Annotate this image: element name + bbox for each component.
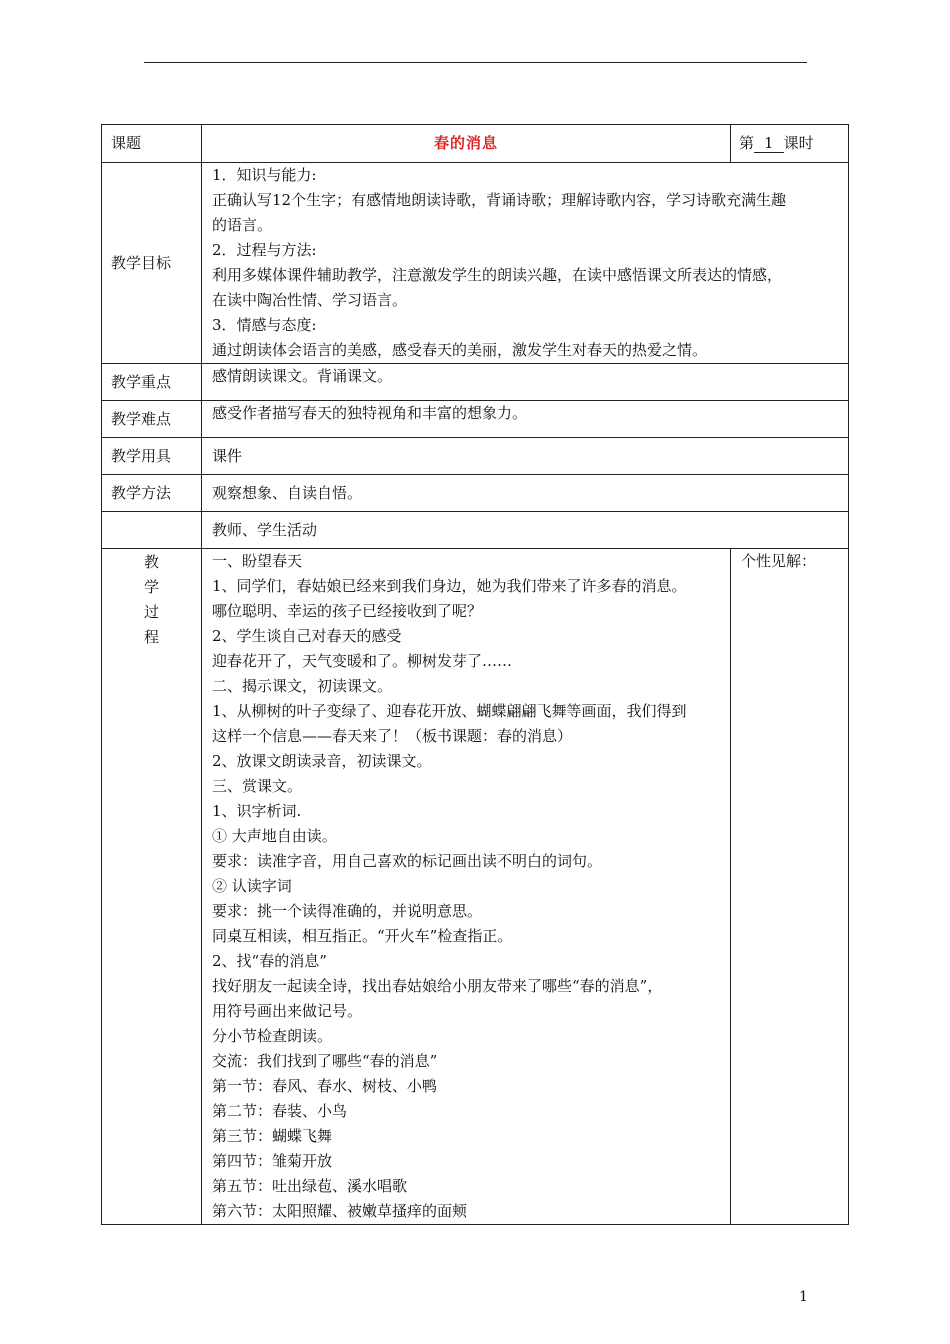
process-line: 交流：我们找到了哪些“春的消息” (212, 1052, 438, 1070)
process-line: 1、从柳树的叶子变绿了、迎春花开放、蝴蝶翩翩飞舞等画面，我们得到 (212, 702, 687, 720)
process-line: 1、识字析词. (212, 802, 302, 820)
process-line: 第四节：雏菊开放 (212, 1152, 333, 1170)
process-content (202, 549, 731, 1225)
goals-row (102, 163, 849, 364)
process-label-char: 过 (143, 603, 159, 621)
lesson-suffix: 课时 (783, 134, 814, 152)
process-line: 1、同学们，春姑娘已经来到我们身边，她为我们带来了许多春的消息。 (212, 577, 687, 595)
process-line: 第五节：吐出绿苞、溪水唱歌 (212, 1177, 408, 1195)
lesson-plan-table (101, 124, 849, 1225)
process-label-char: 程 (143, 628, 159, 646)
tools-row (102, 438, 849, 475)
process-line: 要求：挑一个读得准确的，并说明意思。 (212, 902, 483, 920)
methods-label: 教学方法 (102, 475, 202, 512)
process-line: 第二节：春装、小鸟 (212, 1102, 348, 1120)
process-line: 同桌互相读，相互指正。“开火车”检查指正。 (212, 927, 513, 945)
lesson-title: 春的消息 (202, 125, 731, 163)
process-line: 第一节：春风、春水、树枝、小鸭 (212, 1077, 438, 1095)
process-line: 分小节检查朗读。 (212, 1027, 333, 1045)
process-line: 迎春花开了，天气变暖和了。柳树发芽了…… (212, 652, 513, 670)
activities-header-blank (102, 512, 202, 549)
notes-label: 个性见解： (741, 552, 817, 570)
goals-line: 2．过程与方法: (212, 241, 317, 259)
difficulties-row (102, 401, 849, 438)
topic-row (102, 125, 849, 163)
goals-line: 正确认写12个生字；有感情地朗读诗歌，背诵诗歌；理解诗歌内容，学习诗歌充满生趣 (212, 191, 787, 209)
process-line: 这样一个信息——春天来了！（板书课题：春的消息） (212, 727, 573, 745)
process-line: 一、盼望春天 (212, 552, 303, 570)
goals-line: 通过朗读体会语言的美感，感受春天的美丽，激发学生对春天的热爱之情。 (212, 341, 708, 359)
process-line: 第六节：太阳照耀、被嫩草搔痒的面颊 (212, 1202, 468, 1220)
process-line: ① 大声地自由读。 (212, 827, 337, 845)
topic-label: 课题 (102, 125, 202, 163)
process-line: 2、学生谈自己对春天的感受 (212, 627, 402, 645)
difficulties-text: 感受作者描写春天的独特视角和丰富的想象力。 (202, 401, 849, 438)
process-row (102, 549, 849, 1225)
process-label-char: 学 (143, 578, 159, 596)
goals-line: 3．情感与态度: (212, 316, 317, 334)
process-line: 要求：读准字音，用自己喜欢的标记画出读不明白的词句。 (212, 852, 603, 870)
goals-content (202, 163, 849, 364)
lesson-number-cell (731, 125, 849, 163)
lesson-prefix: 第 (739, 134, 755, 152)
goals-line: 的语言。 (212, 216, 273, 234)
process-line: 哪位聪明、幸运的孩子已经接收到了呢？ (212, 602, 483, 620)
goals-label: 教学目标 (102, 163, 202, 364)
tools-label: 教学用具 (102, 438, 202, 475)
goals-line: 在读中陶冶性情、学习语言。 (212, 291, 408, 309)
key-points-row (102, 364, 849, 401)
activities-header-row (102, 512, 849, 549)
process-label-char: 教 (143, 553, 159, 571)
tools-text: 课件 (202, 438, 849, 475)
methods-row (102, 475, 849, 512)
methods-text: 观察想象、自读自悟。 (202, 475, 849, 512)
process-line: 2、找“春的消息” (212, 952, 327, 970)
process-line: 第三节：蝴蝶飞舞 (212, 1127, 333, 1145)
process-line: 找好朋友一起读全诗，找出春姑娘给小朋友带来了哪些“春的消息”， (212, 977, 663, 995)
page-number: 1 (799, 1289, 808, 1305)
process-line: 用符号画出来做记号。 (212, 1002, 363, 1020)
process-line: 2、放课文朗读录音，初读课文。 (212, 752, 432, 770)
goals-line: 1．知识与能力: (212, 166, 317, 184)
key-points-text: 感情朗读课文。背诵课文。 (202, 364, 849, 401)
lesson-number: 1 (754, 135, 784, 153)
process-label (102, 549, 202, 1225)
header-rule (144, 62, 807, 63)
goals-line: 利用多媒体课件辅助教学，注意激发学生的朗读兴趣，在读中感悟课文所表达的情感， (212, 266, 783, 284)
difficulties-label: 教学难点 (102, 401, 202, 438)
process-line: 二、揭示课文，初读课文。 (212, 677, 393, 695)
key-points-label: 教学重点 (102, 364, 202, 401)
notes-cell (731, 549, 849, 1225)
activities-header: 教师、学生活动 (202, 512, 849, 549)
process-line: 三、赏课文。 (212, 777, 303, 795)
process-line: ② 认读字词 (212, 877, 292, 895)
